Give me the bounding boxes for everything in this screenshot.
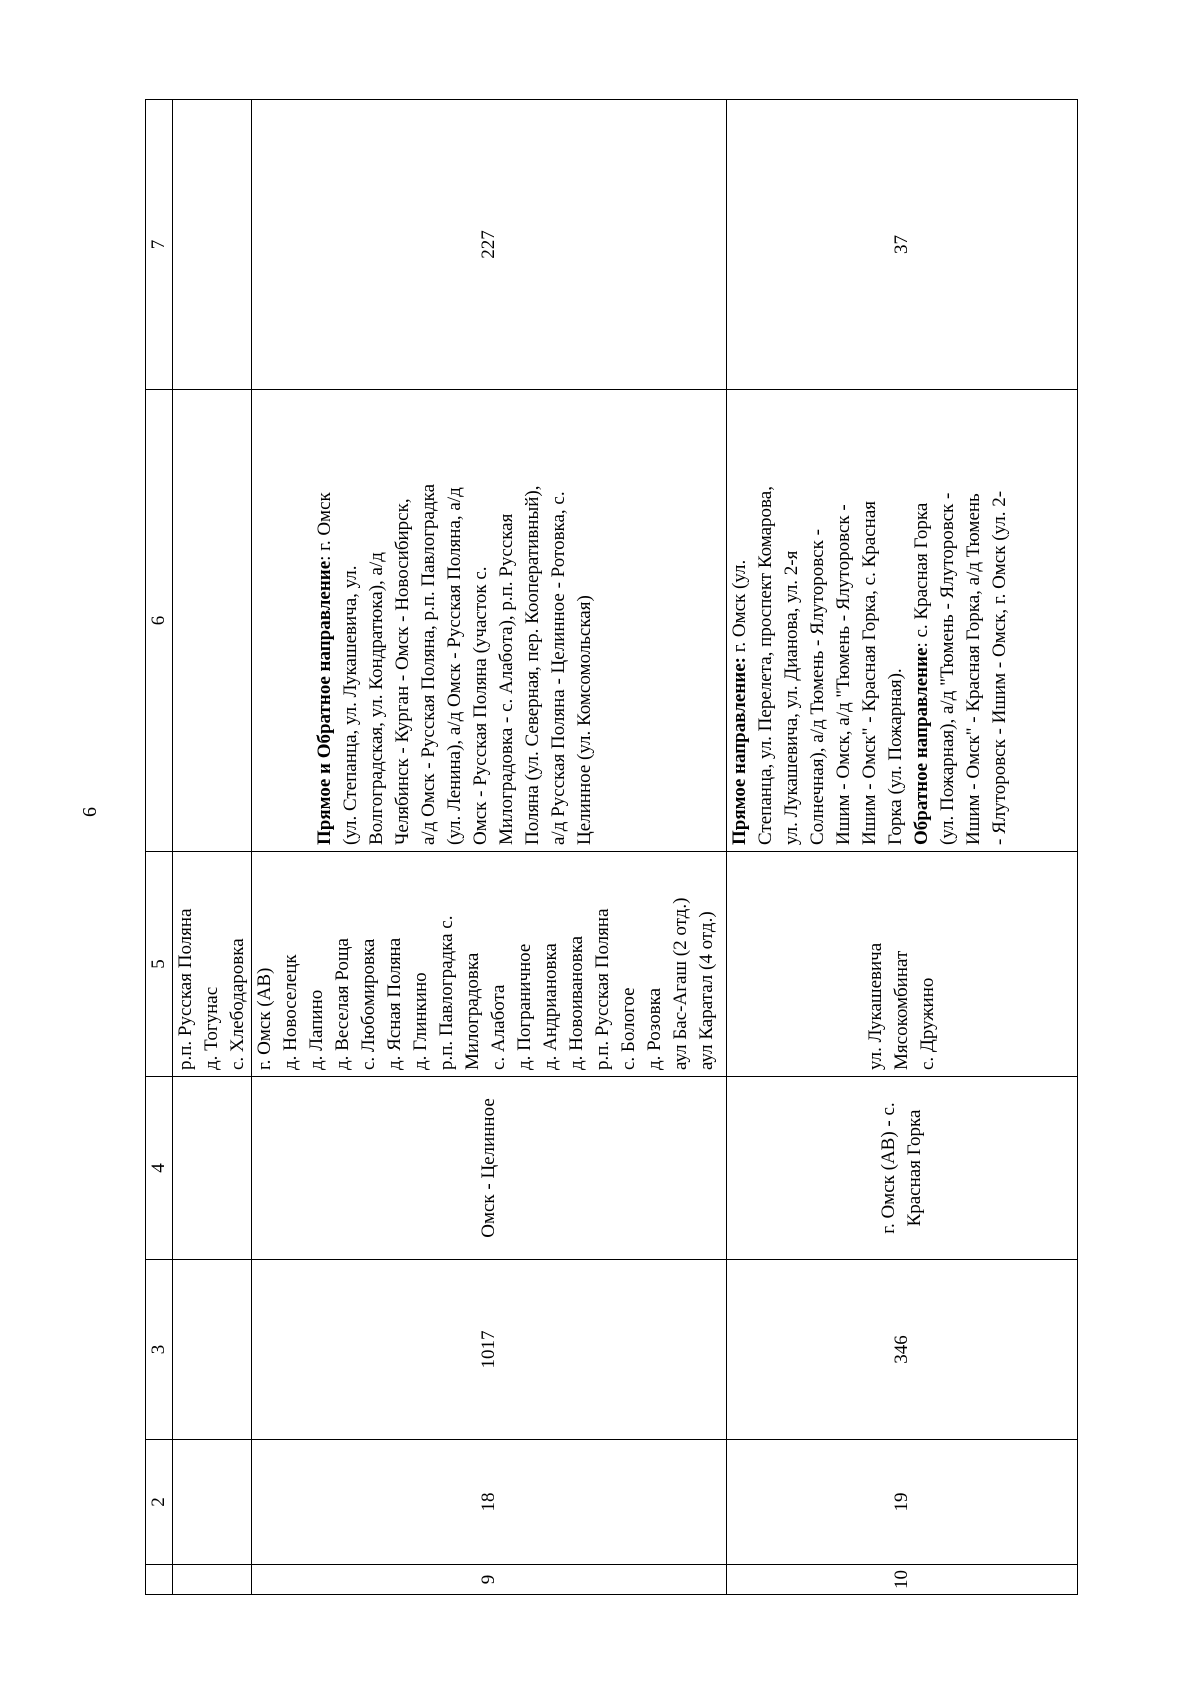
route-name: Омск - Целинное [252, 1077, 727, 1260]
routes-table-rotated [145, 100, 1075, 1595]
stops-cell: г. Омск (АВ) д. Новоселецк д. Лапино д. Веселая Роща с. Любомировка д. Ясная Поляна д. Глинкино р.п. Павлоградка с. Милоградовка с. Алабота д. Пограничное д. Андриановка д. Новоивановка р.п. Русская Поляна с. Бологое д. Розовка аул Бас-Агаш (2 отд.) аул Каратал (4 отд.) [252, 852, 727, 1077]
route-number: 19 [727, 1440, 1078, 1565]
row-number: 10 [727, 1565, 1078, 1595]
stops-cell: ул. Лукашевича Мясокомбинат с. Дружино [727, 852, 1078, 1077]
route-description: Прямое и Обратное направление: г. Омск (ул. Степанца, ул. Лукашевича, ул. Волгоградская, ул. Кондратюка), а/д Челябинск - Курган - Омск - Новосибирск, а/д Омск - Русская Поляна, р.п. Павлоградка (ул. Ленина), а/д Омск - Русская Поляна, а/д Омск - Русская Поляна (участок с. Милоградовка - с. Алабота), р.п. Русская Поляна (ул. Северная, пер. Кооперативный), а/д Русская Поляна - Целинное - Ротовка, с. Целинное (ул. Комсомольская) [252, 390, 727, 852]
page-number: 6 [79, 807, 101, 817]
row-number: 9 [252, 1565, 727, 1595]
header-cell-4: 4 [146, 1077, 173, 1260]
route-name: г. Омск (АВ) - с. Красная Горка [727, 1077, 1078, 1260]
routes-table [145, 99, 1078, 1595]
header-cell-5: 5 [146, 852, 173, 1077]
header-cell-1 [146, 1565, 173, 1595]
stops-cell: р.п. Русская Поляна д. Тогунас с. Хлебодаровка [173, 852, 252, 1077]
route-length: 227 [252, 100, 727, 390]
header-cell-3: 3 [146, 1260, 173, 1440]
route-length: 37 [727, 100, 1078, 390]
route-description: Прямое направление: г. Омск (ул. Степанца, ул. Перелета, проспект Комарова, ул. Лукашевича, ул. Дианова, ул. 2-я Солнечная), а/д Тюмень - Ялуторовск - Ишим - Омск, а/д "Тюмень - Ялуторовск - Ишим - Омск" - Красная Горка, с. Красная Горка (ул. Пожарная). Обратное направление: с. Красная Горка (ул. Пожарная), а/д "Тюмень - Ялуторовск - Ишим - Омск" - Красная Горка, а/д Тюмень - Ялуторовск - Ишим - Омск, г. Омск (ул. 2- [727, 390, 1078, 852]
registration-number: 346 [727, 1260, 1078, 1440]
header-cell-2: 2 [146, 1440, 173, 1565]
registration-number: 1017 [252, 1260, 727, 1440]
route-number: 18 [252, 1440, 727, 1565]
header-cell-7: 7 [146, 100, 173, 390]
header-cell-6: 6 [146, 390, 173, 852]
table-row-9 [252, 100, 727, 1595]
table-row-continuation [173, 100, 252, 1595]
table-row-10 [727, 100, 1078, 1595]
header-row [146, 100, 173, 1595]
